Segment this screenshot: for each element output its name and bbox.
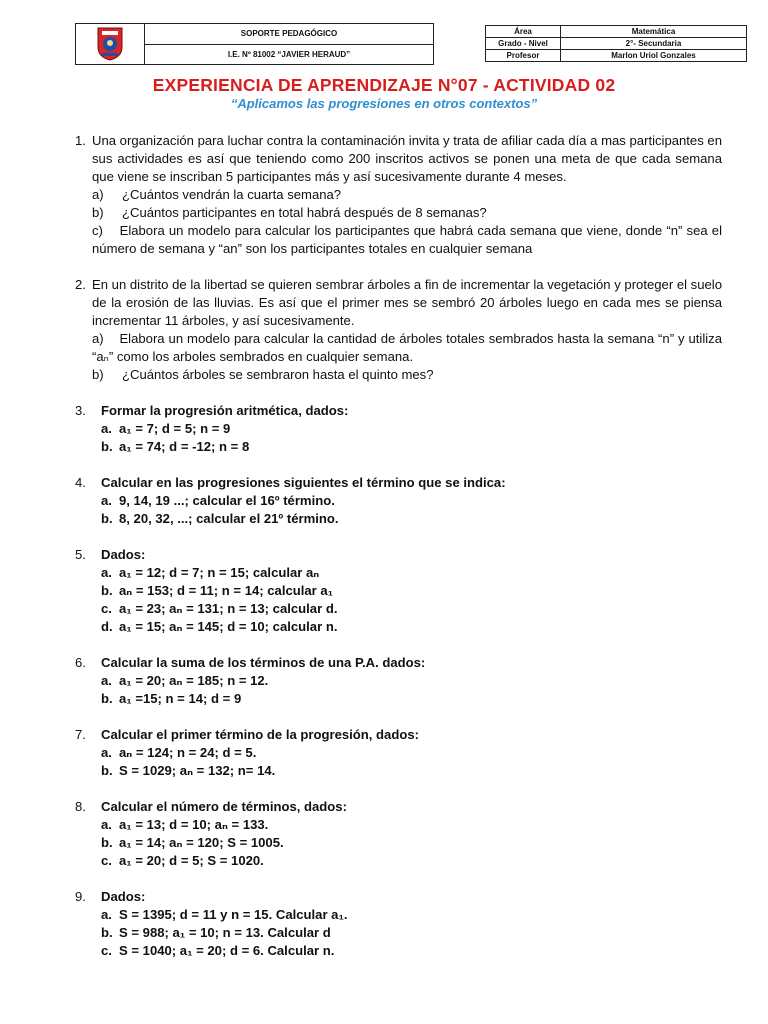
item-label: a. bbox=[101, 493, 112, 508]
subquestion-label: b) bbox=[92, 205, 104, 220]
info-value: Marlon Uriol Gonzales bbox=[561, 50, 747, 62]
subquestion bbox=[92, 222, 722, 258]
item-text: a₁ = 23; aₙ = 131; n = 13; calcular d. bbox=[119, 601, 338, 616]
item-text: 8, 20, 32, ...; calcular el 21º término. bbox=[119, 511, 339, 526]
exercise-item bbox=[101, 942, 722, 960]
item-text: aₙ = 153; d = 11; n = 14; calcular a₁ bbox=[119, 583, 334, 598]
exercise-item bbox=[101, 618, 722, 636]
question-text: Calcular en las progresiones siguientes el término que se indica: bbox=[101, 475, 506, 490]
question-5 bbox=[75, 546, 722, 564]
exercise-item bbox=[101, 906, 722, 924]
item-label: b. bbox=[101, 925, 113, 940]
question-text: Calcular el número de términos, dados: bbox=[101, 799, 347, 814]
question-6 bbox=[75, 654, 722, 672]
worksheet-body bbox=[75, 132, 722, 960]
exercise-item bbox=[101, 744, 722, 762]
question-number: 9. bbox=[75, 889, 86, 904]
question-number: 2. bbox=[75, 277, 86, 292]
exercise-item bbox=[101, 510, 722, 528]
question-number: 8. bbox=[75, 799, 86, 814]
subquestion-text: Elabora un modelo para calcular los participantes que habrá cada semana que viene, donde “n” sea el número de semana y “an” son los participantes totales en cualquier semana bbox=[92, 223, 722, 256]
question-text: Calcular el primer término de la progresión, dados: bbox=[101, 727, 419, 742]
item-text: a₁ = 7; d = 5; n = 9 bbox=[119, 421, 231, 436]
exercise-item bbox=[101, 564, 722, 582]
question-9 bbox=[75, 888, 722, 906]
exercise-item bbox=[101, 762, 722, 780]
info-value: 2°- Secundaria bbox=[561, 38, 747, 50]
exercise-item bbox=[101, 438, 722, 456]
item-text: a₁ = 13; d = 10; aₙ = 133. bbox=[119, 817, 269, 832]
item-text: a₁ = 74; d = -12; n = 8 bbox=[119, 439, 250, 454]
subquestion bbox=[92, 204, 722, 222]
info-key: Grado - Nivel bbox=[486, 38, 561, 50]
info-value: Matemática bbox=[561, 26, 747, 38]
info-row bbox=[486, 38, 747, 50]
question-number: 5. bbox=[75, 547, 86, 562]
item-label: b. bbox=[101, 691, 113, 706]
question-number: 7. bbox=[75, 727, 86, 742]
item-text: S = 1029; aₙ = 132; n= 14. bbox=[119, 763, 276, 778]
subquestion-label: a) bbox=[92, 187, 104, 202]
item-label: a. bbox=[101, 421, 112, 436]
item-label: c. bbox=[101, 943, 112, 958]
item-label: b. bbox=[101, 835, 113, 850]
item-label: a. bbox=[101, 745, 112, 760]
item-text: a₁ =15; n = 14; d = 9 bbox=[119, 691, 242, 706]
item-text: a₁ = 15; aₙ = 145; d = 10; calcular n. bbox=[119, 619, 338, 634]
info-row bbox=[486, 26, 747, 38]
item-text: S = 988; a₁ = 10; n = 13. Calcular d bbox=[119, 925, 331, 940]
question-text: Dados: bbox=[101, 889, 146, 904]
question-number: 1. bbox=[75, 133, 86, 148]
question-text: Formar la progresión aritmética, dados: bbox=[101, 403, 349, 418]
subquestion-text: Elabora un modelo para calcular la cantidad de árboles totales sembrados hasta la semana “n” y utiliza “aₙ” como los arboles sembrados en cualquier semana. bbox=[92, 331, 722, 364]
school-logo-cell bbox=[76, 24, 145, 64]
item-label: d. bbox=[101, 619, 113, 634]
subquestion bbox=[92, 366, 722, 384]
subquestion bbox=[92, 186, 722, 204]
info-key: Profesor bbox=[486, 50, 561, 62]
exercise-item bbox=[101, 420, 722, 438]
exercise-item bbox=[101, 690, 722, 708]
item-label: c. bbox=[101, 601, 112, 616]
exercise-item bbox=[101, 492, 722, 510]
course-info-table bbox=[485, 25, 747, 62]
question-text: Calcular la suma de los términos de una P.A. dados: bbox=[101, 655, 426, 670]
item-text: S = 1395; d = 11 y n = 15. Calcular a₁. bbox=[119, 907, 348, 922]
question-text: En un distrito de la libertad se quieren sembrar árboles a fin de incrementar la vegetación y proteger el suelo de la erosión de las lluvias. Es así que el primer mes se sembró 20 árboles luego en cada mes se piensa incrementar 11 árboles, y así sucesivamente. bbox=[92, 277, 722, 328]
exercise-item bbox=[101, 852, 722, 870]
subquestion-label: a) bbox=[92, 331, 104, 346]
question-7 bbox=[75, 726, 722, 744]
info-row bbox=[486, 50, 747, 62]
question-number: 3. bbox=[75, 403, 86, 418]
subquestion-text: ¿Cuántos árboles se sembraron hasta el quinto mes? bbox=[122, 367, 434, 382]
page-subtitle: “Aplicamos las progresiones en otros contextos” bbox=[230, 96, 538, 111]
info-key: Área bbox=[486, 26, 561, 38]
question-2 bbox=[75, 276, 722, 330]
question-text: Una organización para luchar contra la contaminación invita y trata de afiliar cada día a mas participantes en sus actividades es así que teniendo como 200 inscritos activos se ponen una meta de que cada semana que viene se inscriban 5 participantes más y así sucesivamente durante 4 meses. bbox=[92, 133, 722, 184]
item-text: S = 1040; a₁ = 20; d = 6. Calcular n. bbox=[119, 943, 335, 958]
school-name: I.E. Nº 81002 “JAVIER HERAUD” bbox=[227, 49, 351, 59]
exercise-item bbox=[101, 816, 722, 834]
school-crest-icon bbox=[97, 27, 123, 61]
exercise-item bbox=[101, 582, 722, 600]
item-text: aₙ = 124; n = 24; d = 5. bbox=[119, 745, 257, 760]
subquestion-text: ¿Cuántos vendrán la cuarta semana? bbox=[122, 187, 342, 202]
item-label: b. bbox=[101, 763, 113, 778]
subquestion-label: b) bbox=[92, 367, 104, 382]
question-4 bbox=[75, 474, 722, 492]
question-number: 6. bbox=[75, 655, 86, 670]
subquestion bbox=[92, 330, 722, 366]
item-label: b. bbox=[101, 511, 113, 526]
item-label: a. bbox=[101, 565, 112, 580]
support-label: SOPORTE PEDAGÓGICO bbox=[145, 24, 433, 45]
subquestion-text: ¿Cuántos participantes en total habrá después de 8 semanas? bbox=[122, 205, 487, 220]
question-3 bbox=[75, 402, 722, 420]
item-label: b. bbox=[101, 439, 113, 454]
question-1 bbox=[75, 132, 722, 186]
exercise-item bbox=[101, 834, 722, 852]
item-text: a₁ = 12; d = 7; n = 15; calcular aₙ bbox=[119, 565, 320, 580]
item-text: a₁ = 20; aₙ = 185; n = 12. bbox=[119, 673, 269, 688]
item-text: 9, 14, 19 ...; calcular el 16º término. bbox=[119, 493, 335, 508]
question-text: Dados: bbox=[101, 547, 146, 562]
item-label: c. bbox=[101, 853, 112, 868]
item-label: b. bbox=[101, 583, 113, 598]
item-text: a₁ = 20; d = 5; S = 1020. bbox=[119, 853, 264, 868]
exercise-item bbox=[101, 600, 722, 618]
exercise-item bbox=[101, 672, 722, 690]
item-text: a₁ = 14; aₙ = 120; S = 1005. bbox=[119, 835, 284, 850]
page-title: EXPERIENCIA DE APRENDIZAJE N°07 - ACTIVIDAD 02 bbox=[152, 75, 616, 95]
item-label: a. bbox=[101, 907, 112, 922]
subquestion-label: c) bbox=[92, 223, 103, 238]
question-number: 4. bbox=[75, 475, 86, 490]
item-label: a. bbox=[101, 673, 112, 688]
item-label: a. bbox=[101, 817, 112, 832]
question-8 bbox=[75, 798, 722, 816]
exercise-item bbox=[101, 924, 722, 942]
school-header-box bbox=[75, 23, 434, 65]
